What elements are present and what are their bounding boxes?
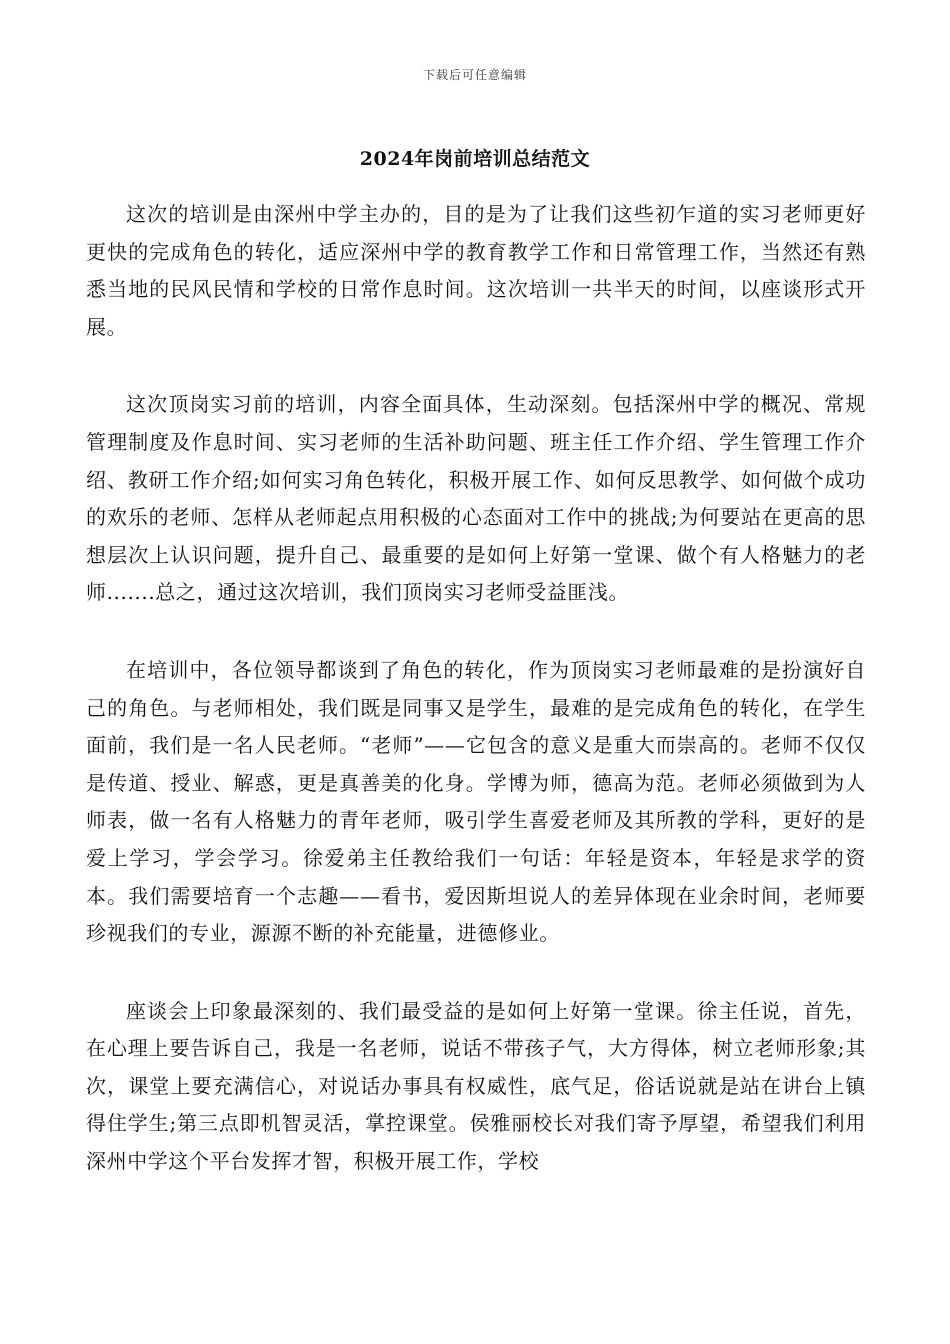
paragraph-1: 这次的培训是由深州中学主办的，目的是为了让我们这些初乍道的实习老师更好更快的完成角色的转化，适应深州中学的教育教学工作和日常管理工作，当然还有熟悉当地的民风民情和学校的日常作息时间。这次培训一共半天的时间，以座谈形式开展。	[86, 202, 866, 339]
header-note: 下载后可任意编辑	[422, 68, 527, 82]
document-title: 2024年岗前培训总结范文	[359, 148, 591, 170]
paragraph-4: 座谈会上印象最深刻的、我们最受益的是如何上好第一堂课。徐主任说，首先，在心理上要告诉自己，我是一名老师，说话不带孩子气，大方得体，树立老师形象;其次，课堂上要充满信心，对说话办事具有权威性，底气足，俗话说就是站在讲台上镇得住学生;第三点即机智灵活，掌控课堂。侯雅丽校长对我们寄予厚望，希望我们利用深州中学这个平台发挥才智，积极开展工作，学校	[86, 998, 866, 1174]
paragraph-3: 在培训中，各位领导都谈到了角色的转化，作为顶岗实习老师最难的是扮演好自己的角色。与老师相处，我们既是同事又是学生，最难的是完成角色的转化，在学生面前，我们是一名人民老师。“老师”——它包含的意义是重大而崇高的。老师不仅仅是传道、授业、解惑，更是真善美的化身。学博为师，德高为范。老师必须做到为人师表，做一名有人格魅力的青年老师，吸引学生喜爱老师及其所教的学科，更好的是爱上学习，学会学习。徐爱弟主任教给我们一句话：年轻是资本，年轻是求学的资本。我们需要培育一个志趣——看书，爱因斯坦说人的差异体现在业余时间，老师要珍视我们的专业，源源不断的补充能量，进德修业。	[86, 657, 866, 946]
document-body	[86, 196, 866, 1221]
paragraph-2: 这次顶岗实习前的培训，内容全面具体，生动深刻。包括深州中学的概况、常规管理制度及作息时间、实习老师的生活补助问题、班主任工作介绍、学生管理工作介绍、教研工作介绍;如何实习角色转化，积极开展工作、如何反思教学、如何做个成功的欢乐的老师、怎样从老师起点用积极的心态面对工作中的挑战;为何要站在更高的思想层次上认识问题，提升自己、最重要的是如何上好第一堂课、做个有人格魅力的老师.......总之，通过这次培训，我们顶岗实习老师受益匪浅。	[86, 392, 866, 605]
